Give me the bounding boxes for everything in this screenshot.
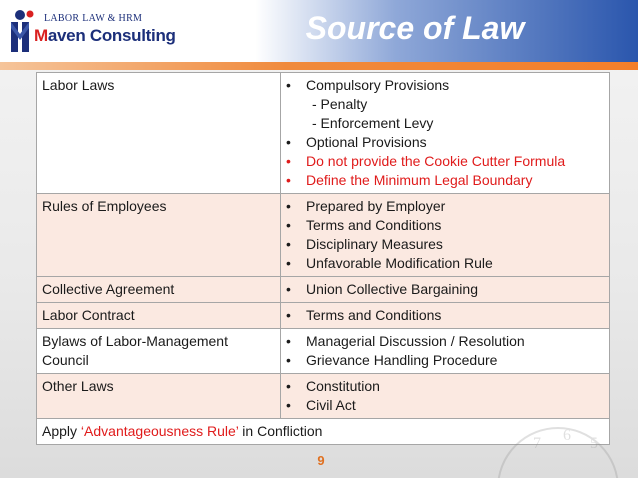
sub-item: - Penalty bbox=[312, 96, 368, 112]
source-of-law-table bbox=[36, 72, 610, 445]
bullet-item bbox=[286, 216, 604, 235]
bullet-text: Optional Provisions bbox=[306, 134, 427, 150]
bullet-icon: • bbox=[286, 281, 291, 297]
provisions-cell bbox=[281, 329, 610, 374]
footer-rule-term: ‘Advantageousness Rule’ bbox=[80, 423, 239, 439]
bullet-text: Grievance Handling Procedure bbox=[306, 352, 498, 368]
clock-watermark-icon bbox=[438, 408, 638, 478]
bullet-item bbox=[286, 280, 604, 299]
provisions-cell bbox=[281, 194, 610, 277]
bullet-icon: • bbox=[286, 333, 291, 349]
provisions-cell bbox=[281, 303, 610, 329]
bullet-item bbox=[286, 171, 604, 190]
bullet-text: Do not provide the Cookie Cutter Formula bbox=[306, 153, 566, 169]
source-cell: Rules of Employees bbox=[37, 194, 281, 277]
bullet-icon: • bbox=[286, 255, 291, 271]
logo-brand-initial: M bbox=[34, 26, 48, 45]
header-accent-bar bbox=[0, 62, 638, 70]
bullet-icon: • bbox=[286, 153, 291, 169]
bullet-item bbox=[286, 152, 604, 171]
logo-brand-rest: aven Consulting bbox=[47, 26, 176, 45]
source-cell: Other Laws bbox=[37, 374, 281, 419]
bullet-item bbox=[286, 254, 604, 273]
bullet-text: Disciplinary Measures bbox=[306, 236, 443, 252]
svg-text:6: 6 bbox=[563, 427, 571, 444]
source-cell: Bylaws of Labor-Management Council bbox=[37, 329, 281, 374]
source-cell: Labor Contract bbox=[37, 303, 281, 329]
bullet-text: Unfavorable Modification Rule bbox=[306, 255, 493, 271]
bullet-icon: • bbox=[286, 236, 291, 252]
bullet-icon: • bbox=[286, 77, 291, 93]
provisions-cell bbox=[281, 73, 610, 194]
bullet-text: Managerial Discussion / Resolution bbox=[306, 333, 525, 349]
slide-header bbox=[0, 0, 638, 62]
bullet-icon: • bbox=[286, 352, 291, 368]
bullet-item bbox=[286, 306, 604, 325]
table-row bbox=[37, 277, 610, 303]
source-cell: Collective Agreement bbox=[37, 277, 281, 303]
footer-suffix: in Confliction bbox=[238, 423, 323, 439]
bullet-icon: • bbox=[286, 378, 291, 394]
page-number: 9 bbox=[317, 453, 325, 468]
bullet-item bbox=[286, 332, 604, 351]
bullet-icon: • bbox=[286, 134, 291, 150]
table-row bbox=[37, 303, 610, 329]
bullet-item bbox=[286, 133, 604, 152]
company-logo bbox=[8, 6, 176, 56]
svg-text:7: 7 bbox=[533, 435, 541, 452]
bullet-item bbox=[286, 235, 604, 254]
sub-item: - Enforcement Levy bbox=[312, 115, 434, 131]
provisions-cell bbox=[281, 277, 610, 303]
bullet-icon: • bbox=[286, 397, 291, 413]
bullet-item bbox=[286, 377, 604, 396]
bullet-item bbox=[286, 76, 604, 95]
source-cell: Labor Laws bbox=[37, 73, 281, 194]
bullet-icon: • bbox=[286, 307, 291, 323]
table-row bbox=[37, 194, 610, 277]
bullet-text: Union Collective Bargaining bbox=[306, 281, 478, 297]
bullet-text: Constitution bbox=[306, 378, 380, 394]
logo-brand bbox=[34, 26, 176, 46]
bullet-icon: • bbox=[286, 198, 291, 214]
table-row bbox=[37, 73, 610, 194]
slide-title: Source of Law bbox=[305, 10, 525, 46]
footer-prefix: Apply bbox=[42, 423, 81, 439]
table-row bbox=[37, 329, 610, 374]
svg-text:5: 5 bbox=[590, 435, 598, 452]
bullet-text: Civil Act bbox=[306, 397, 356, 413]
bullet-item bbox=[286, 197, 604, 216]
logo-tagline: LABOR LAW & HRM bbox=[44, 13, 143, 24]
bullet-icon: • bbox=[286, 217, 291, 233]
bullet-text: Terms and Conditions bbox=[306, 217, 442, 233]
bullet-text: Prepared by Employer bbox=[306, 198, 446, 214]
bullet-item bbox=[286, 351, 604, 370]
bullet-icon: • bbox=[286, 172, 291, 188]
bullet-text: Define the Minimum Legal Boundary bbox=[306, 172, 533, 188]
bullet-text: Terms and Conditions bbox=[306, 307, 442, 323]
bullet-text: Compulsory Provisions bbox=[306, 77, 450, 93]
